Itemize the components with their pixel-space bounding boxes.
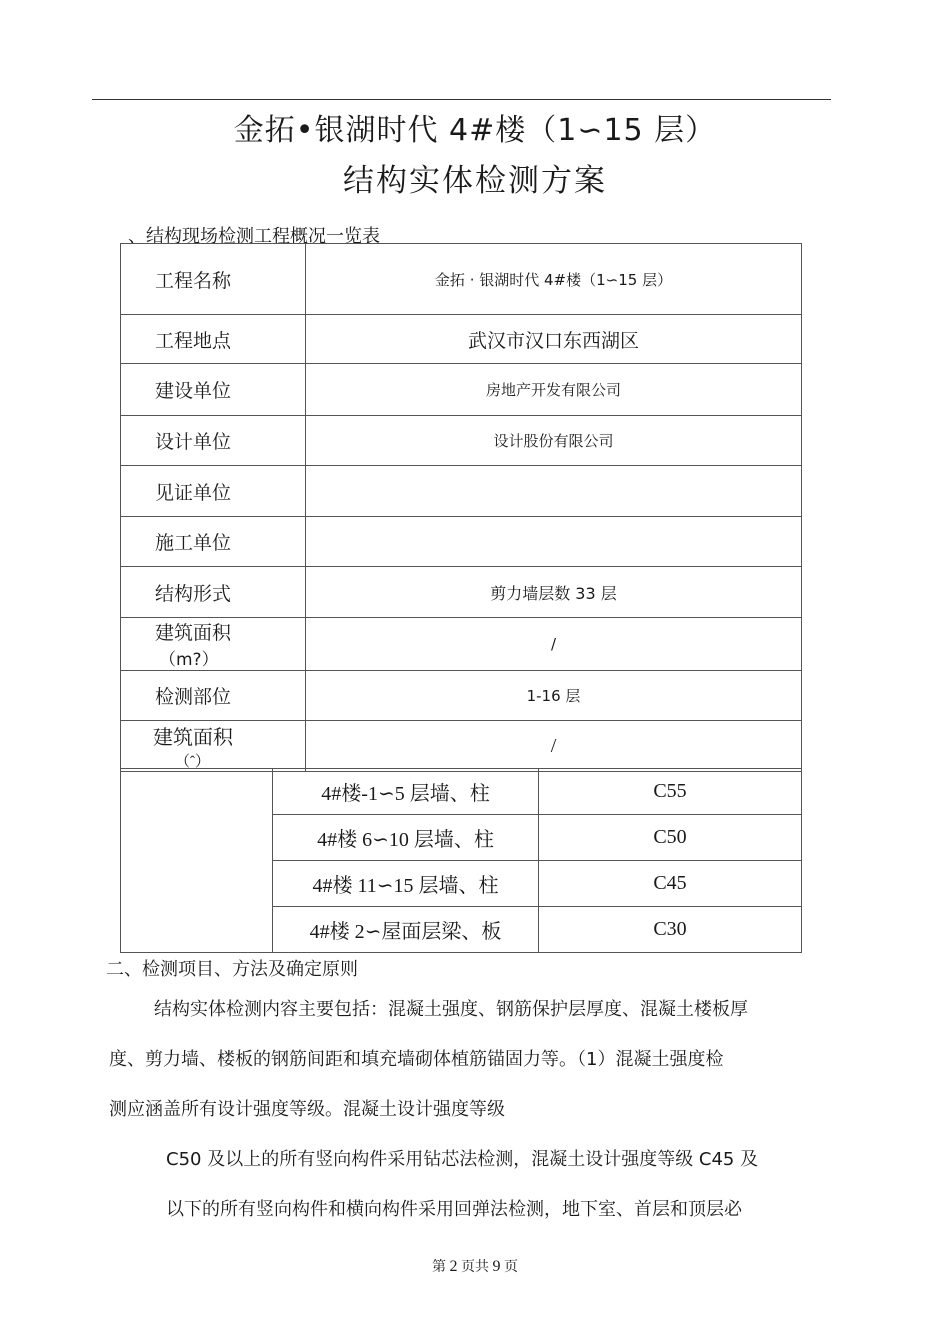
row-value (306, 466, 802, 517)
paragraph-line: 结构实体检测内容主要包括：混凝土强度、钢筋保护层厚度、混凝土楼板厚 (154, 999, 748, 1020)
row-label (121, 618, 306, 671)
document-title: 金拓•银湖时代 4#楼（1∽15 层） (233, 113, 717, 148)
footer-middle: 页共 (461, 1260, 489, 1275)
table-row (121, 769, 802, 815)
row-label: 施工单位 (121, 517, 306, 567)
row-label: 工程地点 (121, 315, 306, 364)
table-row (121, 517, 802, 567)
row-value: / (306, 618, 802, 671)
blank-cell (121, 769, 273, 953)
concrete-grade-table (120, 768, 802, 953)
row-value: 剪力墙层数 33 层 (306, 567, 802, 618)
concrete-grade: C45 (539, 861, 802, 907)
component-part: 4#楼 2∽屋面层梁、板 (273, 907, 539, 953)
row-value: 房地产开发有限公司 (306, 364, 802, 416)
table-row (121, 364, 802, 416)
row-value: 设计股份有限公司 (306, 416, 802, 466)
row-value: 1-16 层 (306, 671, 802, 721)
row-label-unit: （ˆ） (175, 754, 210, 770)
paragraph-line: 以下的所有竖向构件和横向构件采用回弹法检测，地下室、首层和顶层必 (166, 1199, 742, 1220)
top-rule (92, 99, 831, 100)
section-2-heading: 二、检测项目、方法及确定原则 (106, 959, 358, 980)
table-row (121, 315, 802, 364)
component-part: 4#楼 11∽15 层墙、柱 (273, 861, 539, 907)
table-row (121, 466, 802, 517)
row-value: 金拓 · 银湖时代 4#楼（1∽15 层） (306, 244, 802, 315)
row-value: / (306, 721, 802, 772)
table-row (121, 671, 802, 721)
row-label: 结构形式 (121, 567, 306, 618)
row-value: 武汉市汉口东西湖区 (306, 315, 802, 364)
table-row (121, 416, 802, 466)
row-label: 设计单位 (121, 416, 306, 466)
page-footer (0, 1256, 950, 1276)
paragraph-line: 测应涵盖所有设计强度等级。混凝土设计强度等级 (109, 1099, 505, 1120)
row-value (306, 517, 802, 567)
table-row (121, 244, 802, 315)
row-label: 工程名称 (121, 244, 306, 315)
total-pages: 9 (492, 1258, 501, 1275)
table-row (121, 618, 802, 671)
concrete-grade: C50 (539, 815, 802, 861)
paragraph-line: C50 及以上的所有竖向构件采用钻芯法检测，混凝土设计强度等级 C45 及 (166, 1149, 759, 1170)
table-row (121, 567, 802, 618)
footer-prefix: 第 (432, 1260, 446, 1275)
row-label-main: 建筑面积 (155, 622, 232, 644)
row-label: 建设单位 (121, 364, 306, 416)
concrete-grade: C30 (539, 907, 802, 953)
document-subtitle: 结构实体检测方案 (343, 163, 607, 199)
section-1-heading: 、结构现场检测工程概况一览表 (128, 226, 380, 247)
paragraph-line: 度、剪力墙、楼板的钢筋间距和填充墙砌体植筋锚固力等。（1）混凝土强度检 (109, 1049, 724, 1070)
table-row (121, 721, 802, 772)
component-part: 4#楼 6∽10 层墙、柱 (273, 815, 539, 861)
concrete-grade: C55 (539, 769, 802, 815)
project-info-table (120, 243, 802, 772)
page-number: 2 (449, 1258, 458, 1275)
row-label (121, 721, 306, 772)
row-label-unit: （m?） (159, 650, 219, 670)
component-part: 4#楼-1∽5 层墙、柱 (273, 769, 539, 815)
row-label: 见证单位 (121, 466, 306, 517)
row-label: 检测部位 (121, 671, 306, 721)
row-label-main: 建筑面积 (153, 727, 233, 749)
footer-suffix: 页 (504, 1260, 518, 1275)
